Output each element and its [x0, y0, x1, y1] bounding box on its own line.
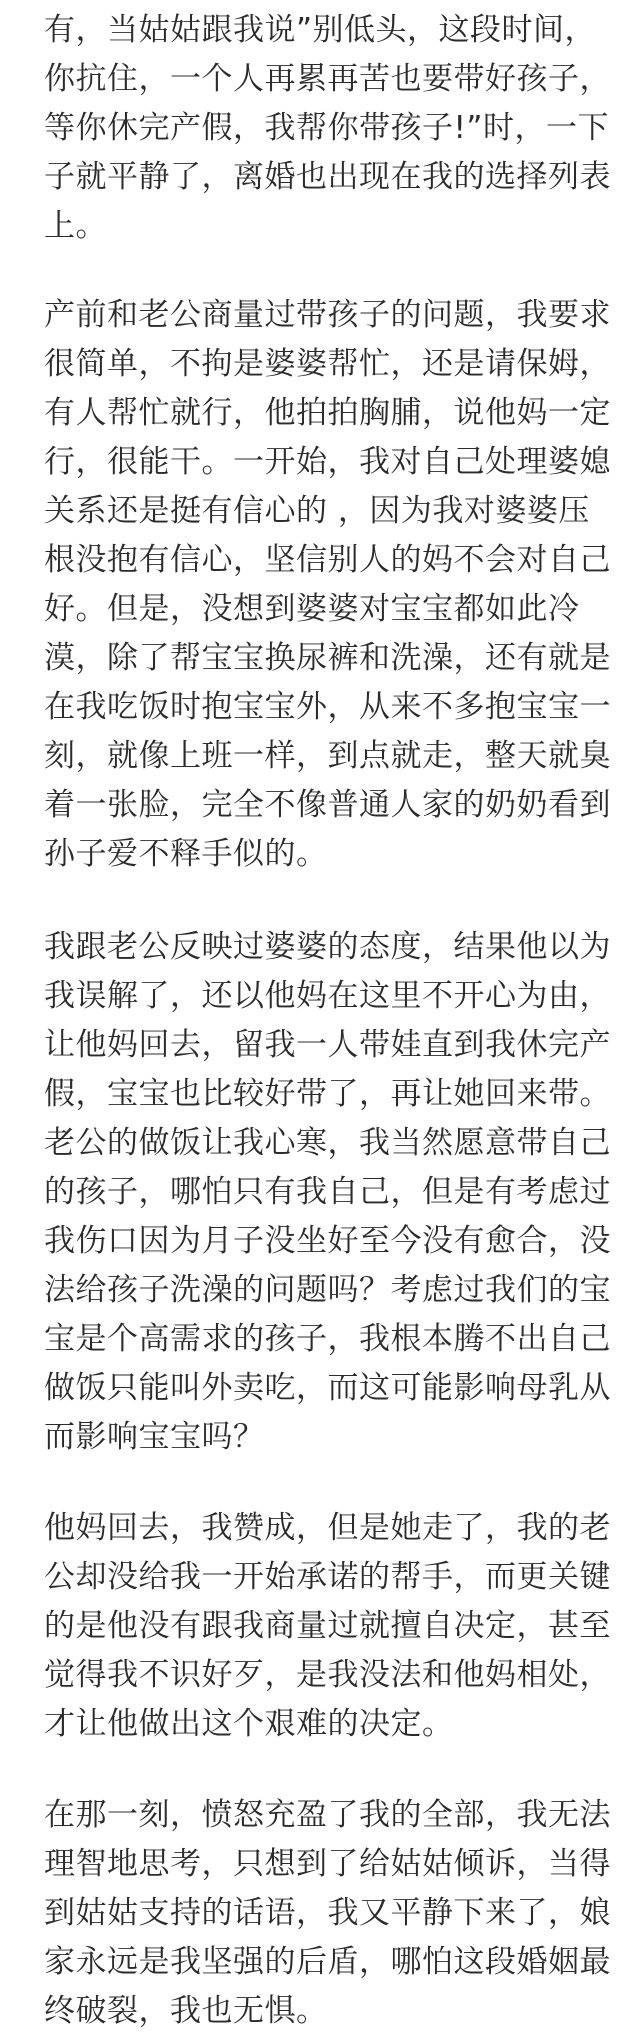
paragraph-3: 我跟老公反映过婆婆的态度，结果他以为我误解了，还以他妈在这里不开心为由，让他妈回去，留我一人带娃直到我休完产假，宝宝也比较好带了，再让她回来带。老公的做饭让我心寒，我当然愿意带自己的孩子，哪怕只有我自己，但是有考虑过我伤口因为月子没坐好至今没有愈合，没法给孩子洗澡的问题吗？考虑过我们的宝宝是个高需求的孩子，我根本腾不出自己做饭只能叫外卖吃，而这可能影响母乳从而影响宝宝吗？: [44, 929, 611, 1455]
paragraph-2: 产前和老公商量过带孩子的问题，我要求很简单，不拘是婆婆帮忙，还是请保姆，有人帮忙就行，他拍拍胸脯，说他妈一定行，很能干。一开始，我对自己处理婆媳关系还是挺有信心的 ，因为我对婆婆压根没抱有信心，坚信别人的妈不会对自己好。但是，没想到婆婆对宝宝都如此冷漠，除了帮宝宝换尿裤和洗澡，还有就是在我吃饭时抱宝宝外，从来不多抱宝宝一刻，就像上班一样，到点就走，整天就臭着一张脸，完全不像普通人家的奶奶看到孙子爱不释手似的。: [44, 297, 611, 872]
paragraph-4: 他妈回去，我赞成，但是她走了，我的老公却没给我一开始承诺的帮手，而更关键的是他没有跟我商量过就擅自决定，甚至觉得我不识好歹，是我没法和他妈相处，才让他做出这个艰难的决定。: [44, 1510, 611, 1742]
paragraph-1: 有，当姑姑跟我说”别低头，这段时间，你抗住，一个人再累再苦也要带好孩子，等你休完产假，我帮你带孩子!”时，一下子就平静了，离婚也出现在我的选择列表上。: [44, 12, 611, 244]
paragraph-5: 在那一刻，愤怒充盈了我的全部，我无法理智地思考，只想到了给姑姑倾诉，当得到姑姑支持的话语，我又平静下来了，娘家永远是我坚强的后盾，哪怕这段婚姻最终破裂，我也无惧。: [44, 1797, 611, 2029]
